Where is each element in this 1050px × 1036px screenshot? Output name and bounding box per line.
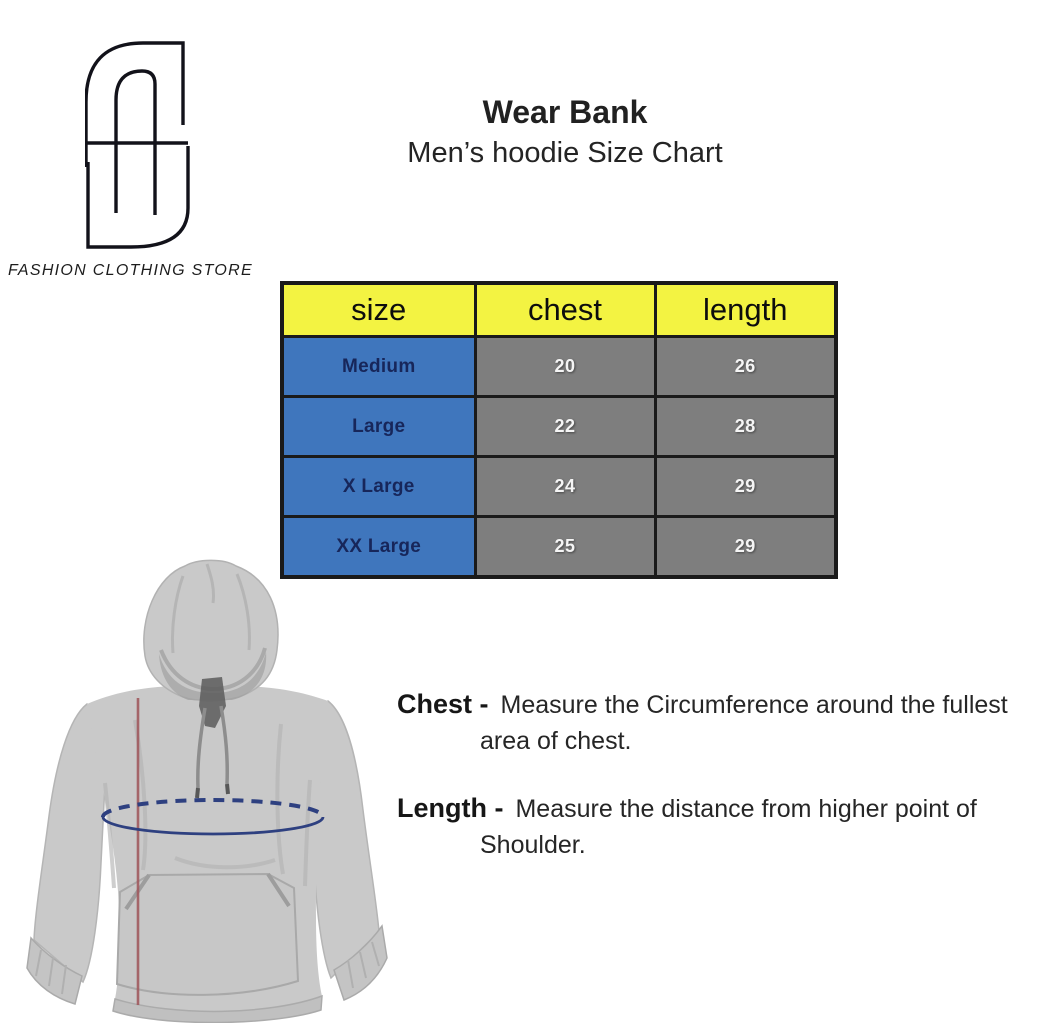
size-chart-table (280, 281, 838, 579)
col-header-length: length (655, 283, 836, 337)
length-note (397, 790, 1050, 863)
size-label: Large (282, 397, 475, 457)
measurement-notes (397, 686, 1050, 894)
monogram-bottom-stroke (88, 146, 188, 247)
chest-value: 25 (475, 517, 655, 578)
size-label: X Large (282, 457, 475, 517)
chest-note-text: Measure the Circumference around the fullest (500, 691, 1008, 719)
length-note-text-2: Shoulder. (480, 831, 586, 859)
size-label: XX Large (282, 517, 475, 578)
page-subtitle: Men’s hoodie Size Chart (407, 137, 723, 169)
col-header-chest: chest (475, 283, 655, 337)
monogram-top-stroke (86, 43, 183, 167)
length-value: 29 (655, 457, 836, 517)
hoodie-illustration (25, 558, 390, 1023)
size-label: Medium (282, 337, 475, 397)
brand-tagline: FASHION CLOTHING STORE (8, 262, 253, 279)
length-value: 28 (655, 397, 836, 457)
header-row (282, 283, 836, 337)
chest-note-label: Chest - (397, 689, 489, 719)
chest-value: 24 (475, 457, 655, 517)
length-value: 29 (655, 517, 836, 578)
brand-logo (85, 40, 190, 250)
length-note-text: Measure the distance from higher point of (515, 795, 977, 823)
monogram-icon (86, 43, 188, 247)
table-row (282, 337, 836, 397)
chest-note-text-2: area of chest. (480, 727, 632, 755)
chest-note (397, 686, 1050, 759)
chest-value: 20 (475, 337, 655, 397)
length-note-label: Length - (397, 793, 504, 823)
hoodie-pocket (117, 874, 298, 995)
col-header-size: size (282, 283, 475, 337)
table-row (282, 397, 836, 457)
length-value: 26 (655, 337, 836, 397)
chest-value: 22 (475, 397, 655, 457)
page-title: Wear Bank (482, 94, 648, 130)
table-row (282, 457, 836, 517)
